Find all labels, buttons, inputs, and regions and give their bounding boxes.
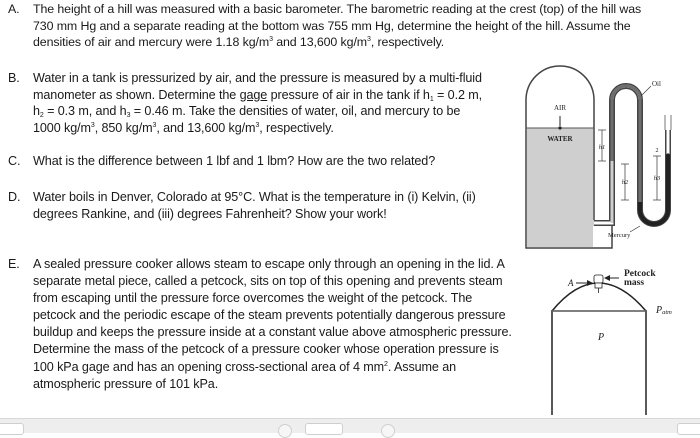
question-e-line-7 <box>33 359 512 376</box>
question-e-line-5: buildup and keeps the pressure inside at a constant value above atmospheric pressure. <box>33 325 512 340</box>
toolbar-prev-dot[interactable] <box>278 424 292 438</box>
point-2-label: 2 <box>655 148 659 154</box>
text: , respectively. <box>259 120 334 135</box>
question-d-label: D. <box>8 190 21 204</box>
text: densities of air and mercury were 1.18 kg/m <box>33 35 270 50</box>
text: , and 13,600 kg/m <box>156 120 256 135</box>
question-e-line-6: Determine the mass of the petcock of a pressure cooker whose operation pressure is <box>33 342 499 357</box>
text: pressure of air in the tank if h <box>267 87 430 102</box>
question-b-label: B. <box>8 71 20 85</box>
text: = 0.3 m, and h <box>43 104 127 119</box>
mercury-label: Mercury <box>608 232 631 239</box>
petcock-label: Petcock <box>624 269 656 279</box>
subscript: 1 <box>429 95 434 103</box>
text: , 850 kg/m <box>94 120 153 135</box>
question-d-line-1: Water boils in Denver, Colorado at 95°C. What is the temperature in (i) Kelvin, (ii) <box>33 190 476 204</box>
bottom-toolbar <box>0 418 700 433</box>
manometer-figure <box>520 60 700 250</box>
subscript: 3 <box>126 112 131 120</box>
question-c-label: C. <box>8 154 21 168</box>
question-b-line-1: Water in a tank is pressurized by air, and the pressure is measured by a multi-fluid <box>33 71 482 85</box>
question-d <box>8 189 476 222</box>
air-label: AIR <box>553 104 567 112</box>
superscript: 3 <box>367 36 371 44</box>
underlined-gage: gage <box>239 87 268 102</box>
text: h <box>33 104 40 119</box>
superscript: 3 <box>269 36 273 44</box>
mass-label: mass <box>624 278 645 288</box>
question-a-line-1: The height of a hill was measured with a basic barometer. The barometric reading at the crest (top) of the hill was <box>33 2 642 16</box>
patm-sub: atm <box>662 309 672 316</box>
superscript: 3 <box>255 121 260 129</box>
area-label: A <box>568 278 574 288</box>
superscript: 3 <box>90 121 95 129</box>
question-e-line-1: A sealed pressure cooker allows steam to escape only through an opening in the lid. A <box>33 257 505 271</box>
question-a-line-3 <box>33 34 641 51</box>
subscript: 2 <box>39 112 44 120</box>
h2-label: h2 <box>621 179 629 186</box>
question-e-line-8: atmospheric pressure of 101 kPa. <box>33 376 219 391</box>
question-a <box>8 1 641 51</box>
inner-pressure-label: P <box>598 332 605 343</box>
patm-label <box>655 305 672 316</box>
question-b-line-3 <box>33 103 482 120</box>
manometer-diagram <box>520 60 700 250</box>
text: and 13,600 kg/m <box>272 35 368 50</box>
text: , respectively. <box>370 35 445 50</box>
question-e-line-4: petcock and the periodic escape of the steam prevents potentially dangerous pressure <box>33 308 506 323</box>
question-e-line-3: from escaping until the pressure force overcomes the weight of the petcock. The <box>33 291 473 306</box>
superscript: 3 <box>152 121 157 129</box>
question-b <box>8 70 482 136</box>
toolbar-page-box[interactable] <box>305 423 343 435</box>
toolbar-right-tab[interactable] <box>677 423 700 435</box>
toolbar-left-tab[interactable] <box>0 423 24 435</box>
superscript: 2 <box>384 360 388 368</box>
water-label: WATER <box>547 135 573 143</box>
question-a-line-2: 730 mm Hg and a separate reading at the bottom was 755 mm Hg, determine the height of the hill. Assume the <box>33 18 631 33</box>
question-b-line-4 <box>33 120 482 137</box>
pressure-cooker-diagram <box>530 250 700 415</box>
text: 100 kPa gage and has an opening cross-sectional area of 4 mm <box>33 359 385 374</box>
pressure-cooker-figure <box>530 250 700 415</box>
text: = 0.46 m. Take the densities of water, oil, and mercury to be <box>130 104 461 119</box>
question-c-line-1: What is the difference between 1 lbf and 1 lbm? How are the two related? <box>33 154 436 168</box>
question-e-line-2: separate metal piece, called a petcock, sits on top of this opening and prevents steam <box>33 274 503 289</box>
toolbar-next-dot[interactable] <box>381 424 395 438</box>
question-d-line-2: degrees Rankine, and (iii) degrees Fahrenheit? Show your work! <box>33 206 387 221</box>
h1-label: h1 <box>598 144 606 151</box>
question-e-label: E. <box>8 257 20 271</box>
text: 1000 kg/m <box>33 120 91 135</box>
question-c <box>8 153 435 170</box>
patm-main: P <box>656 305 663 316</box>
text: manometer as shown. Determine the <box>33 87 240 102</box>
question-e <box>8 256 512 393</box>
h3-label: h3 <box>653 175 661 182</box>
question-b-line-2 <box>33 87 482 104</box>
oil-label: Oil <box>652 80 661 88</box>
text: = 0.2 m, <box>433 87 483 102</box>
question-a-label: A. <box>8 2 20 16</box>
text: . Assume an <box>387 359 457 374</box>
